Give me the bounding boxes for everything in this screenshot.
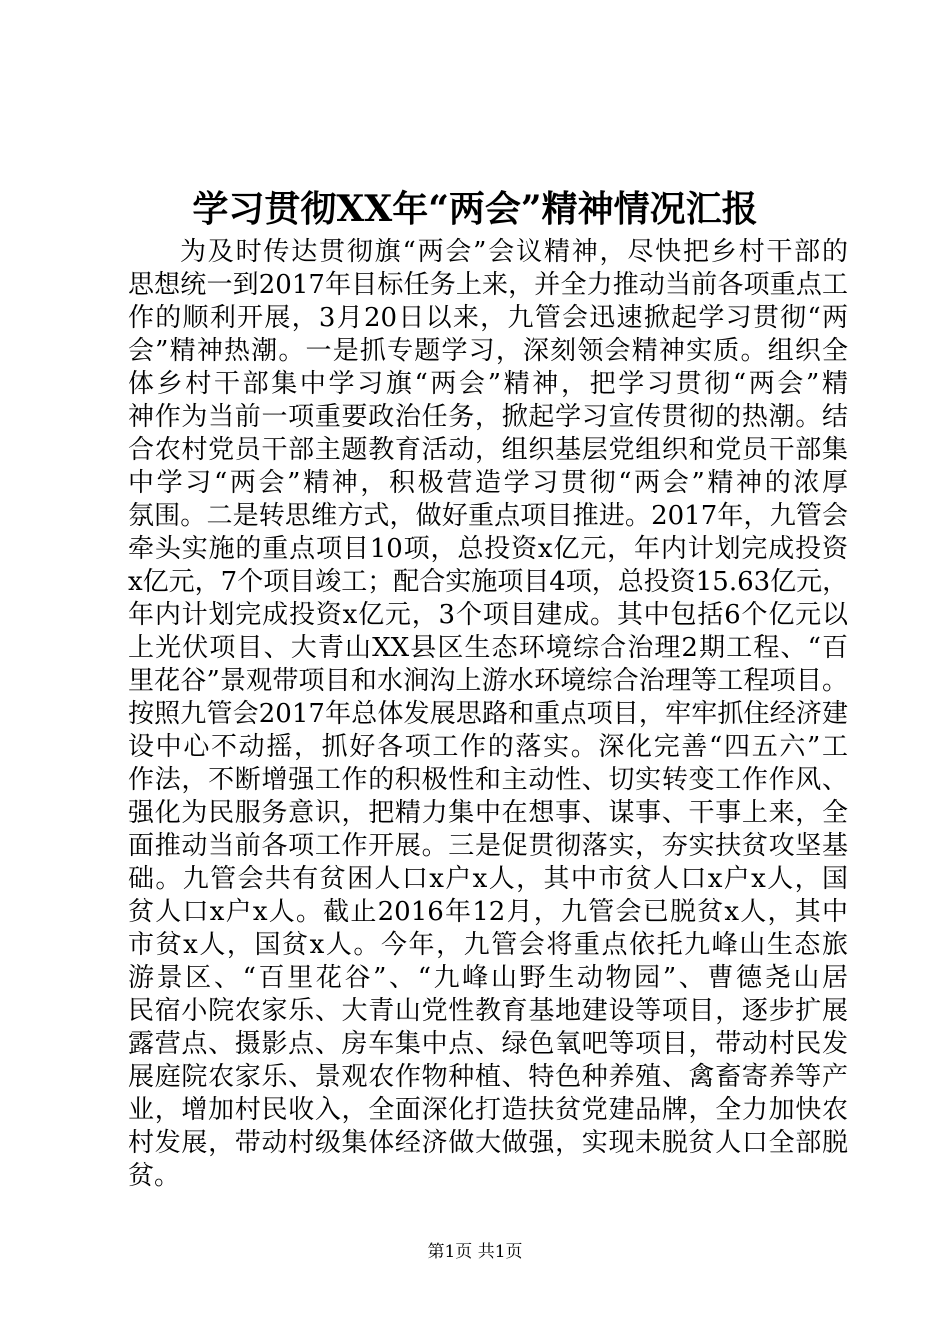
body-line: 牵头实施的重点项目10项，总投资x亿元，年内计划完成投资 [128, 534, 848, 564]
body-line: 思想统一到2017年目标任务上来，并全力推动当前各项重点工 [128, 270, 848, 300]
body-line: 市贫x人，国贫x人。今年，九管会将重点依托九峰山生态旅 [128, 930, 848, 960]
body-line: 里花谷”景观带项目和水涧沟上游水环境综合治理等工程项目。 [128, 666, 848, 696]
body-line: 民宿小院农家乐、大青山党性教育基地建设等项目，逐步扩展 [128, 996, 848, 1026]
body-line: 贫人口x户x人。截止2016年12月，九管会已脱贫x人，其中 [128, 897, 848, 927]
document-title: 学习贯彻XX年“两会”精神情况汇报 [192, 188, 758, 230]
body-line: 村发展，带动村级集体经济做大做强，实现未脱贫人口全部脱 [128, 1128, 848, 1158]
body-line: 合农村党员干部主题教育活动，组织基层党组织和党员干部集 [128, 435, 848, 465]
body-line: x亿元，7个项目竣工；配合实施项目4项，总投资15.63亿元， [128, 567, 849, 597]
body-line: 强化为民服务意识，把精力集中在想事、谋事、干事上来，全 [128, 798, 848, 828]
body-line: 面推动当前各项工作开展。三是促贯彻落实，夯实扶贫攻坚基 [128, 831, 848, 861]
page-footer: 第1页 共1页 [427, 1242, 523, 1262]
body-line: 上光伏项目、大青山XX县区生态环境综合治理2期工程、“百 [128, 633, 848, 663]
body-line: 神作为当前一项重要政治任务，掀起学习宣传贯彻的热潮。结 [128, 402, 848, 432]
body-line: 为及时传达贯彻旗“两会”会议精神，尽快把乡村干部的 [180, 237, 848, 267]
body-line: 作法，不断增强工作的积极性和主动性、切实转变工作作风、 [128, 765, 848, 795]
body-line: 展庭院农家乐、景观农作物种植、特色种养殖、禽畜寄养等产 [128, 1062, 848, 1092]
body-line: 础。九管会共有贫困人口x户x人，其中市贫人口x户x人，国 [128, 864, 848, 894]
body-line: 设中心不动摇，抓好各项工作的落实。深化完善“四五六”工 [128, 732, 848, 762]
body-line: 业，增加村民收入，全面深化打造扶贫党建品牌，全力加快农 [128, 1095, 848, 1125]
body-line: 露营点、摄影点、房车集中点、绿色氧吧等项目，带动村民发 [128, 1029, 848, 1059]
body-line: 中学习“两会”精神，积极营造学习贯彻“两会”精神的浓厚 [128, 468, 848, 498]
body-line: 作的顺利开展，3月20日以来，九管会迅速掀起学习贯彻“两 [128, 303, 848, 333]
body-line: 年内计划完成投资x亿元，3个项目建成。其中包括6个亿元以 [128, 600, 848, 630]
body-line: 按照九管会2017年总体发展思路和重点项目，牢牢抓住经济建 [128, 699, 848, 729]
document-body [128, 236, 848, 1193]
body-line: 会”精神热潮。一是抓专题学习，深刻领会精神实质。组织全 [128, 336, 848, 366]
body-line: 体乡村干部集中学习旗“两会”精神，把学习贯彻“两会”精 [128, 369, 848, 399]
body-line: 游景区、“百里花谷”、“九峰山野生动物园”、曹德尧山居 [128, 963, 848, 993]
body-line: 氛围。二是转思维方式，做好重点项目推进。2017年，九管会 [128, 501, 848, 531]
body-line: 贫。 [128, 1161, 181, 1191]
